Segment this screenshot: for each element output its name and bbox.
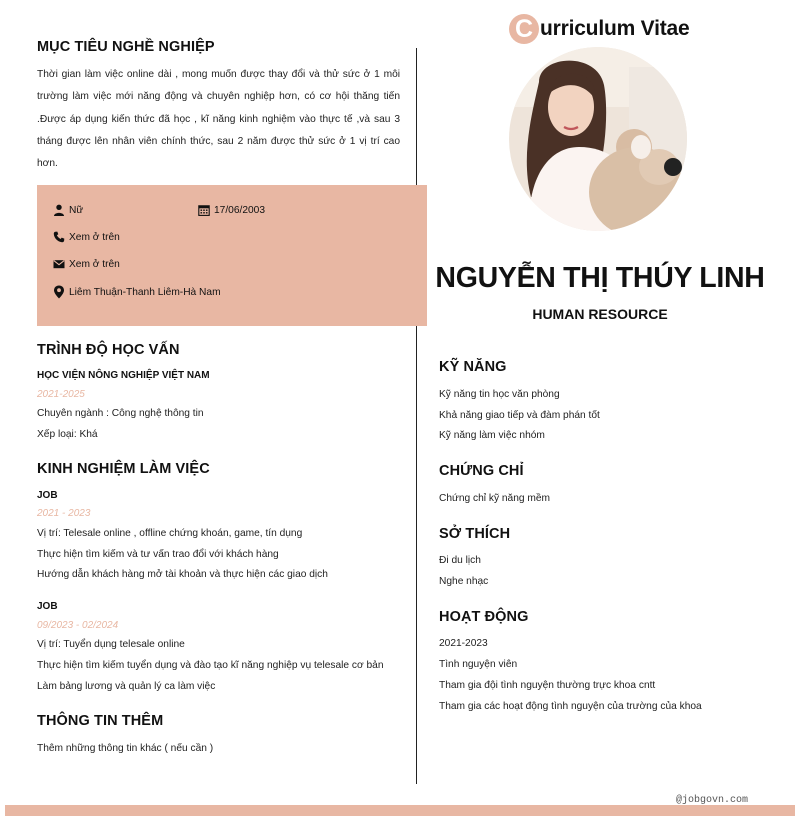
avatar bbox=[509, 47, 687, 231]
education-title: TRÌNH ĐỘ HỌC VẤN bbox=[37, 342, 180, 358]
job-line: Vị trí: Telesale online , offline chứng khoán, game, tín dụng bbox=[37, 528, 303, 539]
column-divider-top bbox=[416, 48, 417, 185]
skills-title: KỸ NĂNG bbox=[439, 359, 507, 375]
cv-logo bbox=[509, 14, 690, 44]
education-grade: Xếp loại: Khá bbox=[37, 429, 98, 440]
experience-title: KINH NGHIỆM LÀM VIỆC bbox=[37, 461, 210, 477]
activity-item: Tham gia các hoạt động tình nguyện của trường của khoa bbox=[439, 701, 702, 712]
job-label: JOB bbox=[37, 601, 58, 612]
activities-title: HOẠT ĐỘNG bbox=[439, 609, 529, 625]
job-period: 2021 - 2023 bbox=[37, 508, 91, 519]
certificates-title: CHỨNG CHỈ bbox=[439, 463, 524, 479]
mail-icon bbox=[53, 258, 65, 270]
gender-value: Nữ bbox=[69, 204, 84, 216]
job-line: Làm bảng lương và quản lý ca làm việc bbox=[37, 681, 216, 692]
logo-initial: C bbox=[509, 14, 539, 44]
objective-title: MỤC TIÊU NGHỀ NGHIỆP bbox=[37, 39, 215, 55]
hobby-item: Nghe nhạc bbox=[439, 576, 489, 587]
extra-title: THÔNG TIN THÊM bbox=[37, 713, 164, 729]
activity-item: Tình nguyện viên bbox=[439, 659, 518, 670]
phone-icon bbox=[53, 231, 65, 243]
extra-text: Thêm những thông tin khác ( nếu cần ) bbox=[37, 743, 214, 754]
activity-item: Tham gia đội tình nguyện thường trực khoa cntt bbox=[439, 680, 656, 691]
objective-text: Thời gian làm việc online dài , mong muốn được thay đổi và thử sức ở 1 môi trường làm việc mới năng động và chuyên nghiệp hơn, có cơ hội thăng tiến .Được áp dụng kiến thức đã học , kĩ năng kinh nghiệm vào thực tế ,và sau 3 tháng được lên nhân viên chính thức, sau 2 năm được thử sức ở 1 vị trí cao hơn. bbox=[37, 69, 400, 170]
hobbies-title: SỞ THÍCH bbox=[439, 526, 511, 542]
email-value: Xem ở trên bbox=[69, 258, 120, 270]
footer-bar bbox=[5, 805, 795, 816]
contact-address bbox=[53, 285, 221, 299]
person-icon bbox=[53, 204, 65, 216]
logo-text: urriculum Vitae bbox=[540, 17, 690, 40]
skill-item: Kỹ năng làm việc nhóm bbox=[439, 430, 545, 441]
calendar-icon bbox=[198, 204, 210, 216]
education-major: Chuyên ngành : Công nghệ thông tin bbox=[37, 408, 204, 419]
job-line: Vị trí: Tuyển dụng telesale online bbox=[37, 639, 185, 650]
contact-birthday bbox=[198, 204, 265, 216]
watermark: @jobgovn.com bbox=[676, 795, 749, 806]
education-period: 2021-2025 bbox=[37, 389, 85, 400]
contact-phone bbox=[53, 231, 120, 243]
candidate-role: HUMAN RESOURCE bbox=[532, 306, 668, 322]
education-school: HỌC VIỆN NÔNG NGHIỆP VIỆT NAM bbox=[37, 370, 210, 381]
job-line: Hướng dẫn khách hàng mở tài khoản và thực hiện các giao dịch bbox=[37, 569, 328, 580]
column-divider-bottom bbox=[416, 326, 417, 784]
job-line: Thực hiện tìm kiếm tuyển dụng và đào tạo kĩ năng nghiệp vụ telesale cơ bản bbox=[37, 660, 384, 671]
location-pin-icon bbox=[53, 285, 65, 299]
certificate-item: Chứng chỉ kỹ năng mềm bbox=[439, 493, 551, 504]
skill-item: Kỹ năng tin học văn phòng bbox=[439, 389, 560, 400]
address-value: Liêm Thuận-Thanh Liêm-Hà Nam bbox=[69, 286, 221, 298]
contact-box bbox=[37, 185, 427, 326]
job-period: 09/2023 - 02/2024 bbox=[37, 620, 119, 631]
hobby-item: Đi du lịch bbox=[439, 555, 481, 566]
job-label: JOB bbox=[37, 490, 58, 501]
candidate-name: NGUYỄN THỊ THÚY LINH bbox=[435, 262, 765, 294]
contact-email bbox=[53, 258, 120, 270]
birthday-value: 17/06/2003 bbox=[214, 204, 265, 216]
activity-item: 2021-2023 bbox=[439, 638, 488, 649]
contact-gender bbox=[53, 204, 83, 216]
phone-value: Xem ở trên bbox=[69, 231, 120, 243]
job-line: Thực hiện tìm kiếm và tư vấn trao đổi với khách hàng bbox=[37, 549, 279, 560]
skill-item: Khả năng giao tiếp và đàm phán tốt bbox=[439, 410, 600, 421]
